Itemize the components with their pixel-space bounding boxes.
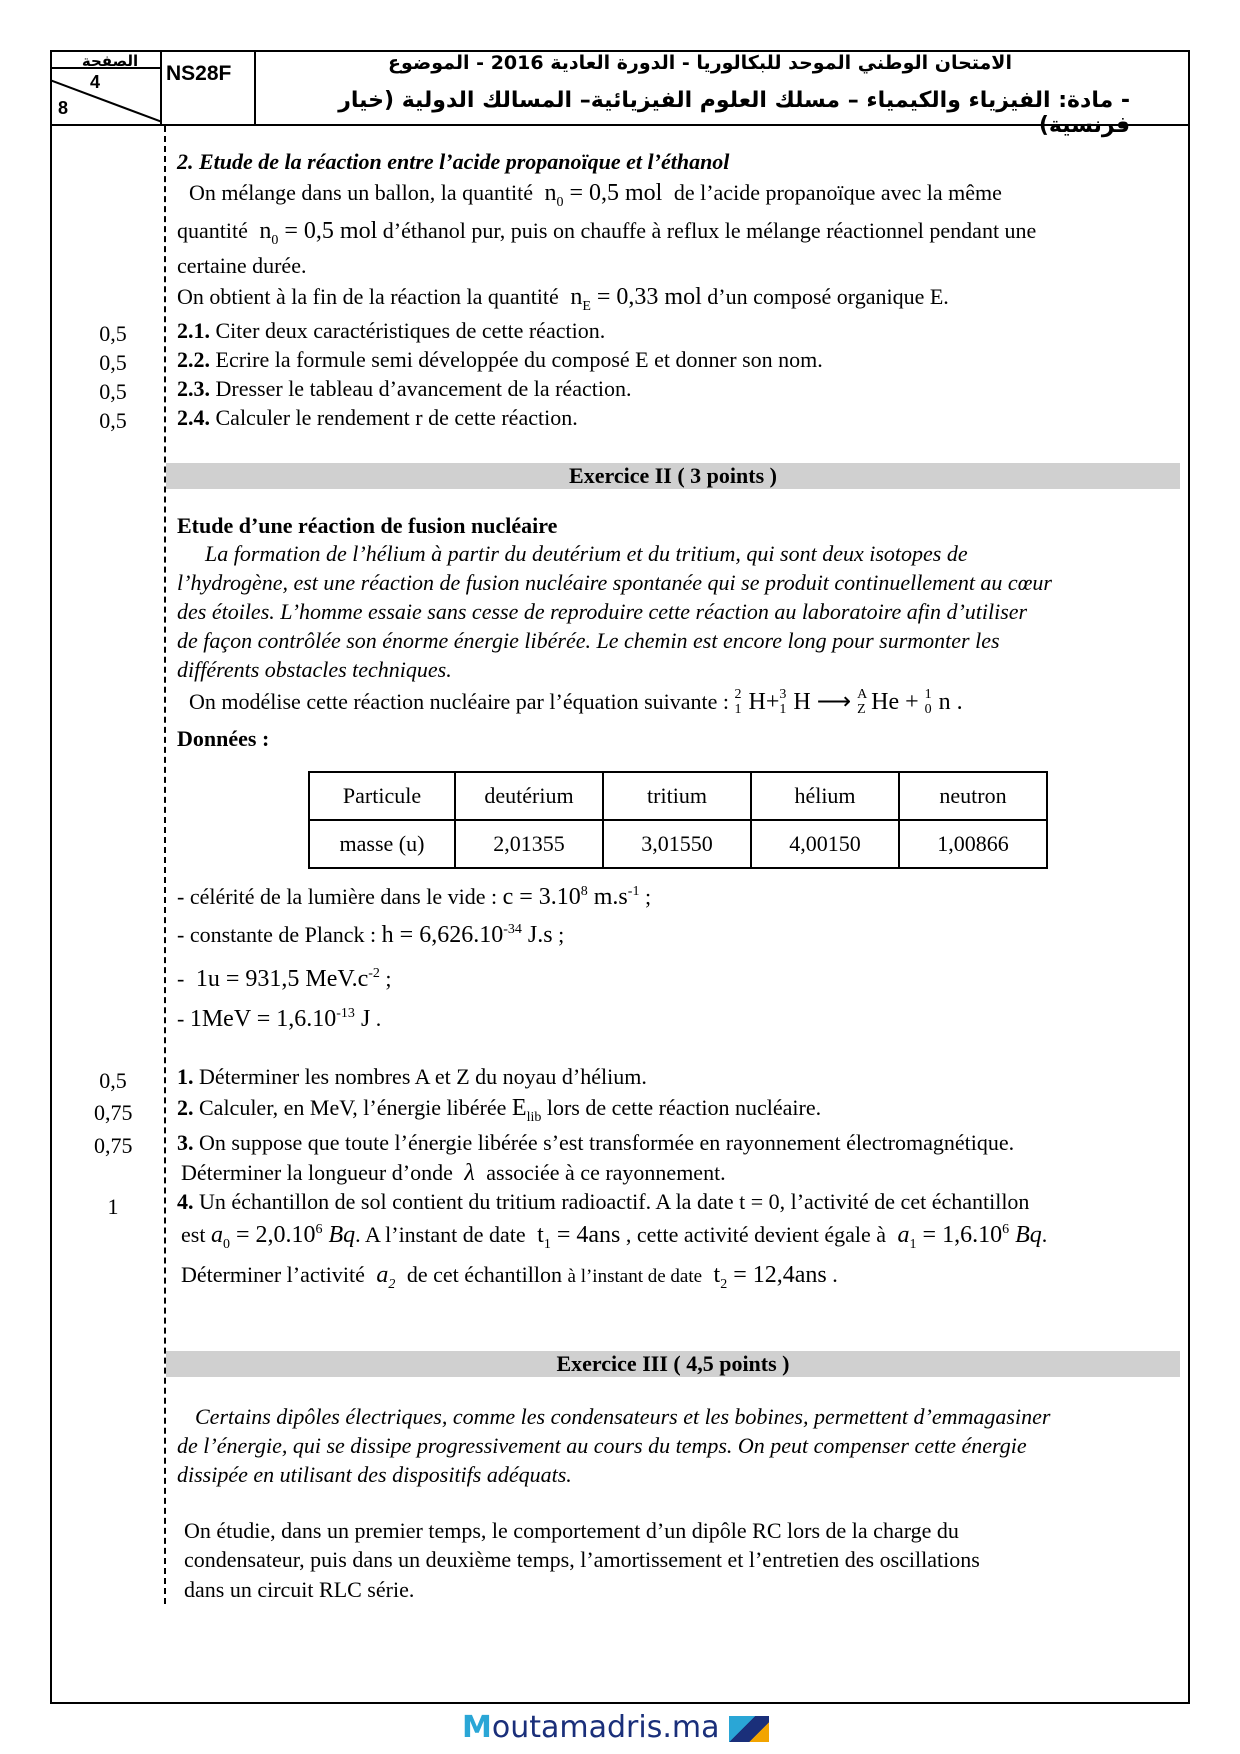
table-cell: 4,00150 <box>751 820 899 868</box>
table-header: hélium <box>751 772 899 820</box>
table-header: neutron <box>899 772 1047 820</box>
ex2-title: Etude d’une réaction de fusion nucléaire <box>177 513 558 538</box>
table-cell: masse (u) <box>309 820 455 868</box>
ex2-intro-line: de façon contrôlée son énorme énergie libérée. Le chemin est encore long pour surmonter les <box>177 628 1000 653</box>
margin-dashed-line <box>164 126 166 1604</box>
page-number-box <box>50 50 162 124</box>
exam-code: NS28F <box>166 62 232 85</box>
s2-p2a: quantité <box>177 218 248 243</box>
table-cell: 1,00866 <box>899 820 1047 868</box>
score: 1 <box>107 1194 119 1219</box>
data-u: - 1u = 931,5 $MeV.c^{-2}$ ; <box>177 966 392 992</box>
section2-p3: certaine durée. <box>177 253 307 278</box>
question-ex2-1: 1. Déterminer les nombres A et Z du noyau d’hélium. <box>177 1064 647 1089</box>
s2-p4b: d’un composé organique E. <box>707 284 949 309</box>
ex3-text-line: On étudie, dans un premier temps, le comportement d’un dipôle RC lors de la charge du <box>184 1518 959 1543</box>
ex3-intro-line: dissipée en utilisant des dispositifs adéquats. <box>177 1462 572 1487</box>
site-logo[interactable]: Moutamadris.ma <box>462 1710 769 1745</box>
exam-code-box <box>162 50 256 124</box>
eq-text: On modélise cette réaction nucléaire par l’équation suivante : <box>189 689 729 714</box>
mass-table <box>308 771 1048 869</box>
nuclear-equation: 2 1 H+ 3 1 H ⟶ A Z He + 1 0 n . <box>734 687 963 718</box>
section2-p2: quantité $n_0 = 0,5$ mol d’éthanol pur, puis on chauffe à reflux le mélange réactionnel pendant une <box>177 218 1037 248</box>
table-header: tritium <box>603 772 751 820</box>
question-ex2-4b: est $a_0 = 2,0.10^6$ Bq. A l’instant de date $t_1 = 4ans$ , cette activité devient égale à $a_1 = 1,6.10^6$ Bq. <box>181 1222 1048 1252</box>
ex3-text-line: condensateur, puis dans un deuxième temps, l’amortissement et l’entretien des oscillations <box>184 1547 980 1572</box>
section2-p4: On obtient à la fin de la réaction la quantité $n_E = 0,33$ mol d’un composé organique E. <box>177 284 949 314</box>
donnees-label: Données : <box>177 726 270 751</box>
score: 0,5 <box>99 321 127 346</box>
question-ex2-4c: Déterminer l’activité $a_2$ de cet échantillon à l’instant de date $t_2 = 12,4ans$ . <box>181 1262 838 1292</box>
score: 0,75 <box>94 1133 133 1158</box>
question-ex2-3b: Déterminer la longueur d’onde λ associée à ce rayonnement. <box>181 1160 726 1186</box>
question-2-1: 2.1. Citer deux caractéristiques de cette réaction. <box>177 318 606 343</box>
s2-p1a: On mélange dans un ballon, la quantité <box>189 180 533 205</box>
exercise-2-bar: Exercice II ( 3 points ) <box>166 463 1180 489</box>
page-total: 8 <box>58 98 69 118</box>
section2-p1: On mélange dans un ballon, la quantité $n_0 = 0,5$ mol de l’acide propanoïque avec la même <box>189 180 1002 210</box>
table-row <box>309 820 1047 868</box>
table-cell: 2,01355 <box>455 820 603 868</box>
logo-pixel-icon <box>729 1716 769 1742</box>
data-mev: - $1MeV = 1,6.10^{-13}$ J . <box>177 1006 382 1032</box>
score: 0,5 <box>99 379 127 404</box>
question-ex2-4: 4. Un échantillon de sol contient du tritium radioactif. A la date t = 0, l’activité de cet échantillon <box>177 1189 1030 1214</box>
exercise-3-bar: Exercice III ( 4,5 points ) <box>166 1351 1180 1377</box>
table-cell: 3,01550 <box>603 820 751 868</box>
data-light-speed: - célérité de la lumière dans le vide : $c = 3.10^8$ $m.s^{-1}$ ; <box>177 884 652 910</box>
ex2-equation-line <box>189 689 963 716</box>
page-label: الصفحة <box>81 52 139 70</box>
ex3-intro-line: Certains dipôles électriques, comme les condensateurs et les bobines, permettent d’emmagasiner <box>195 1404 1051 1429</box>
score: 0,5 <box>99 350 127 375</box>
question-ex2-3: 3. On suppose que toute l’énergie libérée s’est transformée en rayonnement électromagnétique. <box>177 1130 1015 1155</box>
question-2-3: 2.3. Dresser le tableau d’avancement de la réaction. <box>177 376 632 401</box>
question-2-2: 2.2. Ecrire la formule semi développée du composé E et donner son nom. <box>177 347 823 372</box>
s2-p2b: d’éthanol pur, puis on chauffe à reflux le mélange réactionnel pendant une <box>382 218 1037 243</box>
question-ex2-2: 2. Calculer, en MeV, l’énergie libérée $E_{lib}$ lors de cette réaction nucléaire. <box>177 1095 822 1125</box>
section2-title: 2. Etude de la réaction entre l’acide propanoïque et l’éthanol <box>177 149 730 174</box>
ex3-text-line: dans un circuit RLC série. <box>184 1577 415 1602</box>
ex3-intro-line: de l’énergie, qui se dissipe progressivement au cours du temps. On peut compenser cette énergie <box>177 1433 1027 1458</box>
score: 0,5 <box>99 408 127 433</box>
ex2-intro-line: La formation de l’hélium à partir du deutérium et du tritium, qui sont deux isotopes de <box>205 541 968 566</box>
s2-p1b: de l’acide propanoïque avec la même <box>673 180 1002 205</box>
table-header: deutérium <box>455 772 603 820</box>
ex2-intro-line: des étoiles. L’homme essaie sans cesse de reproduire cette réaction au laboratoire afin d’utiliser <box>177 599 1028 624</box>
table-row <box>309 772 1047 820</box>
ex2-intro-line: l’hydrogène, est une réaction de fusion nucléaire spontanée qui se produit continuellement au cœur <box>177 570 1052 595</box>
table-header: Particule <box>309 772 455 820</box>
question-2-4: 2.4. Calculer le rendement r de cette réaction. <box>177 405 578 430</box>
page-number: 4 <box>90 72 101 92</box>
header-line1: الامتحان الوطني الموحد للبكالوريا - الدورة العادية 2016 - الموضوع <box>388 52 1012 74</box>
ex2-intro-line: différents obstacles techniques. <box>177 657 452 682</box>
score: 0,75 <box>94 1100 133 1125</box>
score: 0,5 <box>99 1068 127 1093</box>
s2-p4a: On obtient à la fin de la réaction la quantité <box>177 284 559 309</box>
header-line2: - مادة: الفيزياء والكيمياء – مسلك العلوم الفيزيائية– المسالك الدولية (خيار فرنسية) <box>338 88 1130 138</box>
data-planck: - constante de Planck : $h = 6,626.10^{-34}$ J.s ; <box>177 922 565 948</box>
